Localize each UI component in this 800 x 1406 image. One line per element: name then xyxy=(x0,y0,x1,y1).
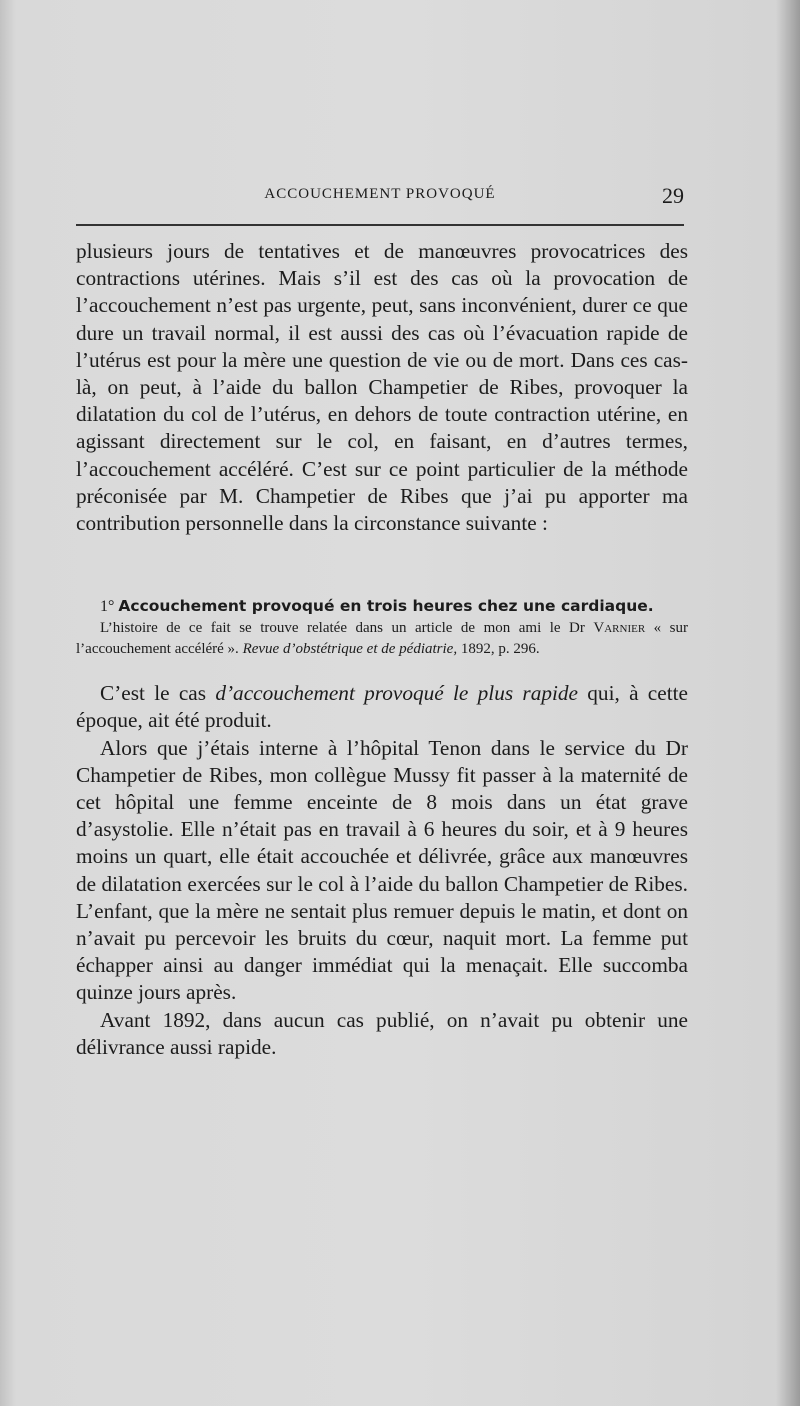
paragraph-1: plusieurs jours de tentatives et de manœuvres provocatrices des contractions utérines. Mais s’il est des cas où la provocation de l’accouchement n’est pas urgente, peut, sans inconvénient, durer ce que dure un travail normal, il est aussi des cas où l’évacuation rapide de l’utérus est pour la mère une question de vie ou de mort. Dans ces cas-là, on peut, à l’aide du ballon Champetier de Ribes, provoquer la dilatation du col de l’utérus, en dehors de toute contraction utérine, en agissant directement sur le col, en faisant, en d’autres termes, l’accouchement accéléré. C’est sur ce point particulier de la méthode préconisée par M. Champetier de Ribes que j’ai pu apporter ma contribution personnelle dans la circonstance suivante : xyxy=(76,239,688,536)
paragraph-2-emphasis: d’accouchement provoqué le plus rapide xyxy=(215,681,579,706)
body-text xyxy=(76,238,688,1061)
section-title: Accouchement provoqué en trois heures chez une cardiaque. xyxy=(118,597,654,616)
page-number: 29 xyxy=(662,183,684,208)
section-number: 1° xyxy=(100,598,115,616)
note-text-a: L’histoire de ce fait se trouve relatée dans un article de mon ami le Dr xyxy=(100,620,585,637)
paragraph-3: Alors que j’étais interne à l’hôpital Tenon dans le service du Dr Champetier de Ribes, mon collègue Mussy fit passer à la maternité de cet hôpital une femme enceinte de 8 mois dans un état grave d’asystolie. Elle n’était pas en travail à 6 heures du soir, et à 9 heures moins un quart, elle était accouchée et délivrée, grâce aux manœuvres de dilatation exercées sur le col à l’aide du ballon Champetier de Ribes. L’enfant, que la mère ne sentait plus remuer depuis le matin, et dont on n’avait pu percevoir les bruits du cœur, naquit mort. La femme put échapper ainsi au danger immédiat qui la menaçait. Elle succomba quinze jours après. xyxy=(76,735,688,1005)
section-heading xyxy=(76,595,688,618)
paragraph-2 xyxy=(76,680,688,734)
paragraph-4: Avant 1892, dans aucun cas publié, on n’avait pu obtenir une délivrance aussi rapide. xyxy=(76,1007,688,1059)
paragraph-2-b: qui, à cette époque, ait été produit. xyxy=(76,681,688,733)
header-rule xyxy=(76,224,684,226)
paragraph-2-a: C’est le cas xyxy=(100,681,207,706)
note-journal: Revue d’obstétrique et de pédiatrie, xyxy=(242,641,458,658)
running-head: ACCOUCHEMENT PROVOQUÉ xyxy=(264,186,496,202)
note-text-b: « sur l’accouchement accéléré ». xyxy=(76,620,688,658)
page-header xyxy=(76,183,684,216)
note-author: Varnier xyxy=(593,620,646,637)
note-text-c: 1892, p. 296. xyxy=(460,641,540,658)
reference-note xyxy=(76,618,688,660)
